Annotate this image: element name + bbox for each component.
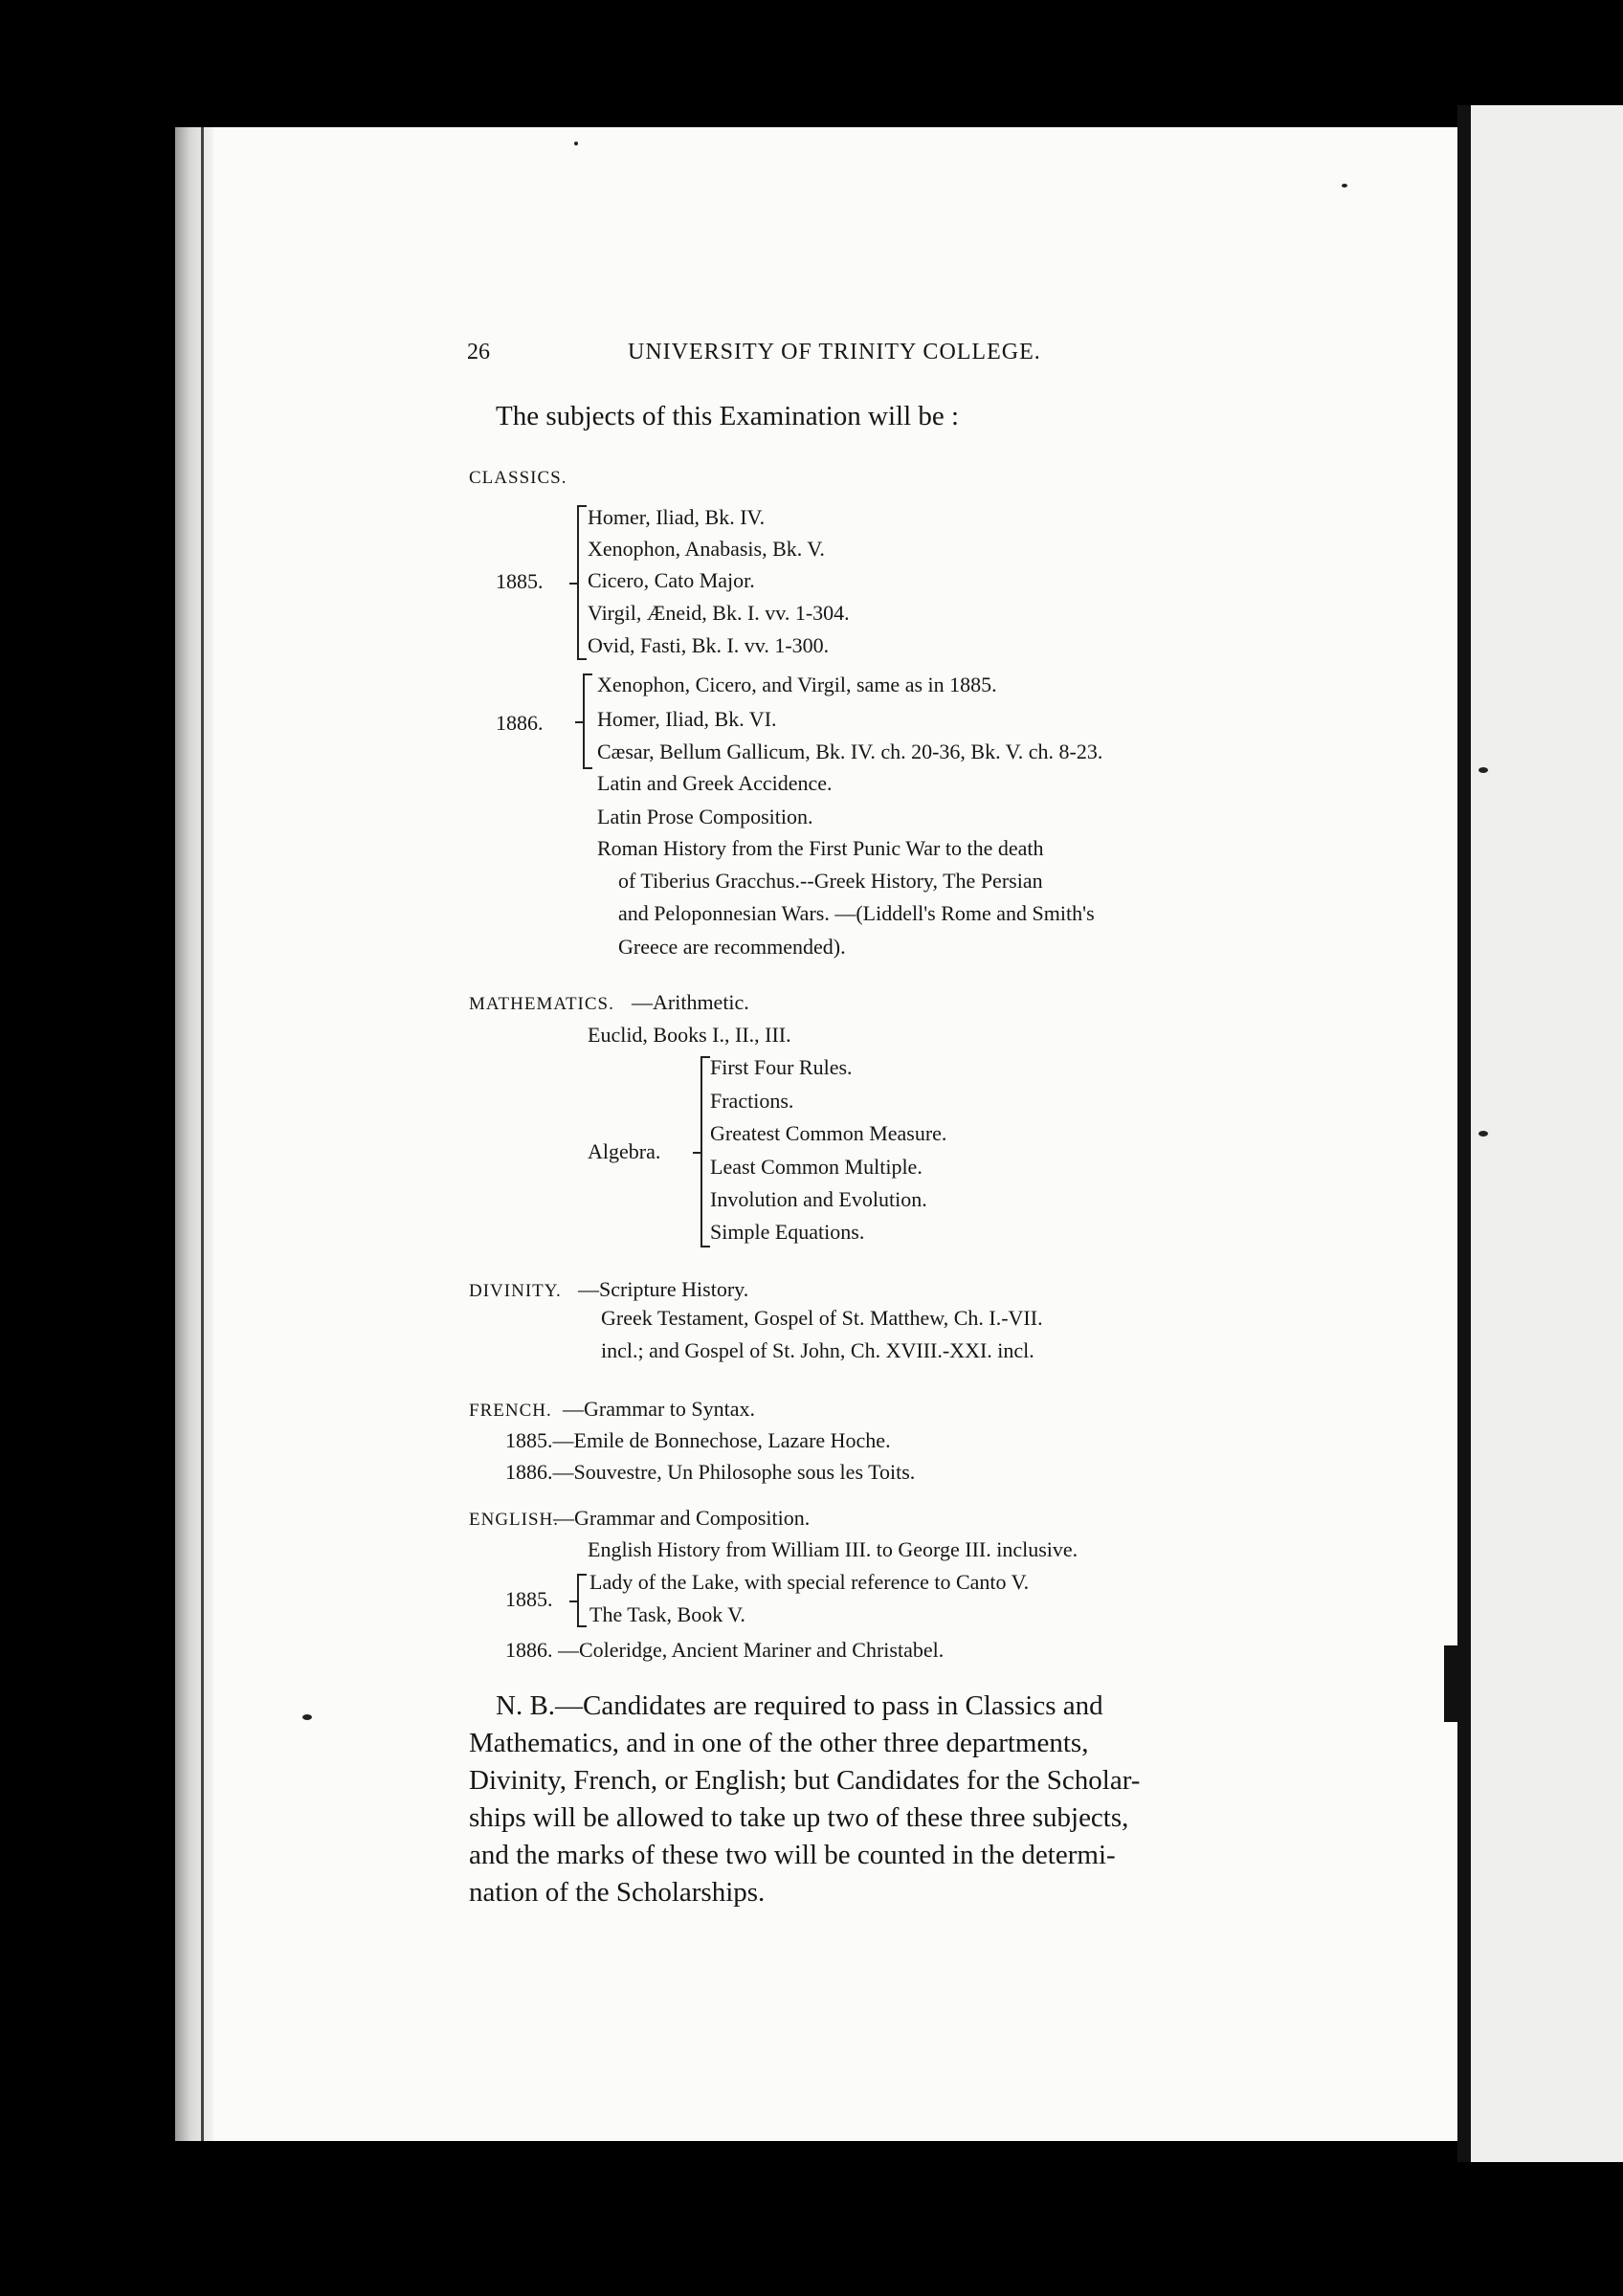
- page-edge: [1457, 105, 1471, 2162]
- list-item: Latin Prose Composition.: [597, 805, 813, 828]
- english-line: English History from William III. to George III. inclusive.: [588, 1537, 1078, 1561]
- speck: [574, 142, 578, 145]
- list-item: Involution and Evolution.: [710, 1187, 927, 1211]
- english-year-1885: 1885.: [505, 1587, 553, 1611]
- algebra-brace: [700, 1056, 702, 1247]
- list-item: Latin and Greek Accidence.: [597, 771, 833, 795]
- english-line: 1886. —Coleridge, Ancient Mariner and Christabel.: [505, 1638, 945, 1662]
- running-title: UNIVERSITY OF TRINITY COLLEGE.: [628, 340, 1041, 364]
- english-1885-brace: [577, 1574, 579, 1627]
- list-item: Lady of the Lake, with special reference to Canto V.: [589, 1570, 1030, 1594]
- nb-line: Divinity, French, or English; but Candidates for the Scholar-: [469, 1765, 1141, 1796]
- french-line: —Grammar to Syntax.: [563, 1397, 756, 1421]
- classics-1886-brace: [583, 673, 585, 769]
- english-heading: ENGLISH.: [469, 1510, 560, 1530]
- nb-line: ships will be allowed to take up two of these three subjects,: [469, 1802, 1129, 1833]
- math-euclid: Euclid, Books I., II., III.: [588, 1023, 791, 1047]
- list-item: Roman History from the First Punic War to the death: [597, 836, 1044, 860]
- french-line: 1886.—Souvestre, Un Philosophe sous les Toits.: [505, 1460, 916, 1484]
- book-spine-shadow: [175, 127, 213, 2141]
- list-item: Least Common Multiple.: [710, 1155, 923, 1179]
- classics-year-1886: 1886.: [496, 711, 544, 735]
- list-item: The Task, Book V.: [589, 1602, 745, 1626]
- divinity-line: incl.; and Gospel of St. John, Ch. XVIII.-XXI. incl.: [601, 1338, 1034, 1362]
- list-item: First Four Rules.: [710, 1055, 853, 1079]
- intro-line: The subjects of this Examination will be :: [496, 401, 960, 431]
- divinity-line: Greek Testament, Gospel of St. Matthew, Ch. I.-VII.: [601, 1306, 1043, 1330]
- divinity-heading: DIVINITY.: [469, 1281, 562, 1301]
- list-item: Xenophon, Anabasis, Bk. V.: [588, 537, 825, 561]
- nb-line: N. B.—Candidates are required to pass in Classics and: [496, 1690, 1103, 1721]
- list-item: Greece are recommended).: [618, 935, 846, 959]
- classics-year-1885: 1885.: [496, 569, 544, 593]
- nb-line: and the marks of these two will be counted in the determi-: [469, 1840, 1116, 1870]
- list-item: Simple Equations.: [710, 1220, 865, 1244]
- speck: [1342, 184, 1347, 188]
- page-number: 26: [467, 340, 490, 364]
- speck: [1478, 1131, 1488, 1137]
- list-item: Homer, Iliad, Bk. IV.: [588, 505, 766, 529]
- book-gutter-line: [201, 127, 204, 2141]
- english-line: —Grammar and Composition.: [553, 1506, 811, 1530]
- binding-clip: [1444, 1645, 1463, 1722]
- list-item: Cicero, Cato Major.: [588, 568, 755, 592]
- list-item: Cæsar, Bellum Gallicum, Bk. IV. ch. 20-36, Bk. V. ch. 8-23.: [597, 740, 1103, 763]
- french-heading: FRENCH.: [469, 1401, 552, 1421]
- list-item: Fractions.: [710, 1089, 794, 1113]
- french-line: 1885.—Emile de Bonnechose, Lazare Hoche.: [505, 1428, 891, 1452]
- classics-heading: CLASSICS.: [469, 468, 567, 488]
- classics-1885-brace: [577, 505, 579, 660]
- list-item: Homer, Iliad, Bk. VI.: [597, 707, 777, 731]
- list-item: Xenophon, Cicero, and Virgil, same as in 1885.: [597, 673, 997, 696]
- divinity-line: —Scripture History.: [578, 1277, 749, 1301]
- speck: [302, 1714, 312, 1720]
- algebra-label: Algebra.: [588, 1139, 661, 1163]
- mathematics-heading: MATHEMATICS.: [469, 994, 614, 1014]
- list-item: Greatest Common Measure.: [710, 1121, 947, 1145]
- math-arithmetic: —Arithmetic.: [632, 990, 749, 1014]
- nb-line: nation of the Scholarships.: [469, 1877, 766, 1908]
- speck: [1478, 767, 1488, 773]
- list-item: Virgil, Æneid, Bk. I. vv. 1-304.: [588, 601, 850, 625]
- list-item: of Tiberius Gracchus.--Greek History, The Persian: [618, 869, 1043, 893]
- list-item: and Peloponnesian Wars. —(Liddell's Rome and Smith's: [618, 901, 1095, 925]
- nb-line: Mathematics, and in one of the other three departments,: [469, 1728, 1089, 1758]
- facing-page-strip: [1471, 105, 1623, 2162]
- list-item: Ovid, Fasti, Bk. I. vv. 1-300.: [588, 633, 830, 657]
